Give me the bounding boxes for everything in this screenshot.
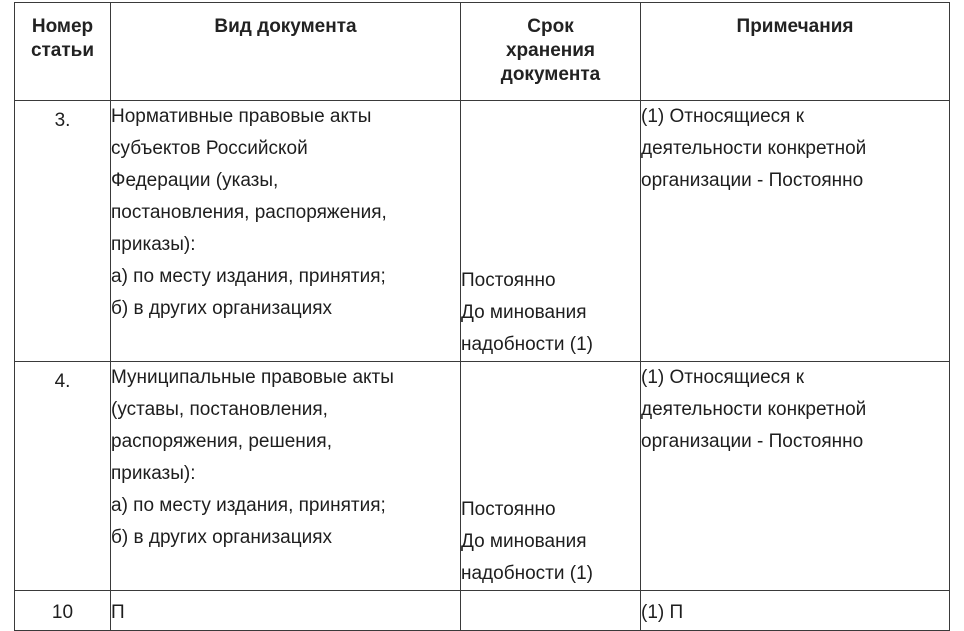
header-storage-term: Срок хранения документа xyxy=(461,3,641,101)
header-notes: Примечания xyxy=(641,3,950,101)
notes-cell: (1) Относящиеся к деятельности конкретной организации - Постоянно xyxy=(641,101,950,362)
storage-term-cell: Постоянно До минования надобности (1) xyxy=(461,362,641,591)
notes-cell: (1) П xyxy=(641,591,950,631)
article-number: 10 xyxy=(15,591,111,631)
document-type-cell: Нормативные правовые акты субъектов Российской Федерации (указы, постановления, распоряжения, приказы): а) по месту издания, принятия; б) в других организациях xyxy=(111,101,461,362)
table-row xyxy=(15,362,950,591)
notes-cell: (1) Относящиеся к деятельности конкретной организации - Постоянно xyxy=(641,362,950,591)
storage-term-cell: Постоянно До минования надобности (1) xyxy=(461,101,641,362)
table-row xyxy=(15,101,950,362)
article-number: 3. xyxy=(15,101,111,362)
document-type-cell: Муниципальные правовые акты (уставы, постановления, распоряжения, решения, приказы): а) по месту издания, принятия; б) в других организациях xyxy=(111,362,461,591)
table-header-row xyxy=(15,3,950,101)
table-row xyxy=(15,591,950,631)
article-number: 4. xyxy=(15,362,111,591)
retention-table xyxy=(14,2,950,631)
document-type-cell: П xyxy=(111,591,461,631)
header-document-type: Вид документа xyxy=(111,3,461,101)
storage-term-cell xyxy=(461,591,641,631)
header-article-number: Номер статьи xyxy=(15,3,111,101)
